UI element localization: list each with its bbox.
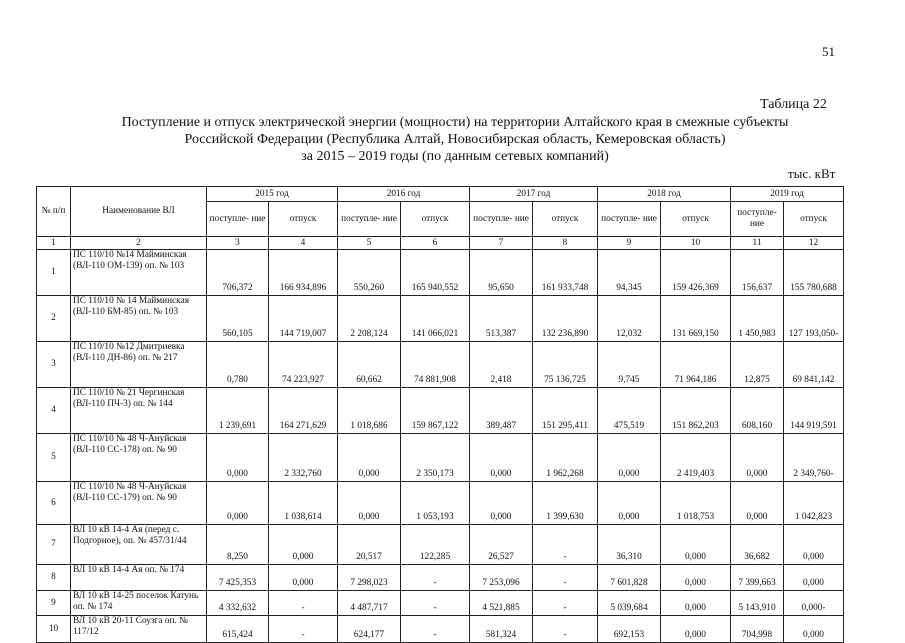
line-name: ПС 110/10 № 48 Ч-Ануйская (ВЛ-110 СС-179) оп. № 90 — [71, 482, 207, 525]
release-value: 71 964,186 — [661, 342, 731, 388]
column-number: 6 — [401, 237, 470, 250]
line-name: ПС 110/10 №14 Майминская (ВЛ-110 ОМ-139) оп. № 103 — [71, 250, 207, 296]
income-value: 0,000 — [598, 482, 661, 525]
column-number: 12 — [784, 237, 844, 250]
row-number: 6 — [37, 482, 71, 525]
income-value: 95,650 — [470, 250, 533, 296]
release-value: 1 962,268 — [533, 434, 598, 482]
income-value: 624,177 — [338, 616, 401, 643]
income-value: 9,745 — [598, 342, 661, 388]
income-value: 7 298,023 — [338, 565, 401, 591]
income-value: 20,517 — [338, 525, 401, 565]
release-value: 74 881,908 — [401, 342, 470, 388]
income-value: 608,160 — [731, 388, 784, 434]
release-value: 1 399,630 — [533, 482, 598, 525]
row-number: 1 — [37, 250, 71, 296]
income-value: 550,260 — [338, 250, 401, 296]
page-number: 51 — [822, 44, 835, 59]
income-value: 7 399,663 — [731, 565, 784, 591]
header-year-2018: 2018 год — [598, 187, 731, 202]
header-year-2015: 2015 год — [207, 187, 338, 202]
column-number: 7 — [470, 237, 533, 250]
income-value: 7 601,828 — [598, 565, 661, 591]
release-value: - — [269, 616, 338, 643]
line-name: ВЛ 10 кВ 14-4 Ая (перед с. Подгорное), оп. № 457/31/44 — [71, 525, 207, 565]
income-value: 389,487 — [470, 388, 533, 434]
income-value: 36,310 — [598, 525, 661, 565]
release-value: 69 841,142 — [784, 342, 844, 388]
income-value: 2,418 — [470, 342, 533, 388]
header-income-2018: поступле- ние — [598, 202, 661, 237]
income-value: 5 039,684 — [598, 591, 661, 616]
release-value: - — [269, 591, 338, 616]
release-value: 155 780,688 — [784, 250, 844, 296]
release-value: 166 934,896 — [269, 250, 338, 296]
column-number: 11 — [731, 237, 784, 250]
energy-table — [36, 186, 844, 643]
header-row-years — [37, 187, 844, 202]
line-name: ВЛ 10 кВ 14-25 поселок Катунь оп. № 174 — [71, 591, 207, 616]
line-name: ВЛ 10 кВ 20-11 Соузга оп. № 117/12 — [71, 616, 207, 643]
income-value: 94,345 — [598, 250, 661, 296]
release-value: 144 919,591 — [784, 388, 844, 434]
income-value: 36,682 — [731, 525, 784, 565]
release-value: 0,000 — [784, 565, 844, 591]
table-label: Таблица 22 — [760, 97, 827, 112]
column-number: 3 — [207, 237, 269, 250]
release-value: 0,000 — [784, 616, 844, 643]
income-value: 692,153 — [598, 616, 661, 643]
release-value: 0,000 — [784, 525, 844, 565]
release-value: 0,000 — [661, 616, 731, 643]
header-income-2015: поступле- ние — [207, 202, 269, 237]
release-value: - — [401, 616, 470, 643]
column-number: 9 — [598, 237, 661, 250]
release-value: - — [533, 616, 598, 643]
column-number: 10 — [661, 237, 731, 250]
income-value: 0,780 — [207, 342, 269, 388]
header-release-2015: отпуск — [269, 202, 338, 237]
release-value: - — [401, 565, 470, 591]
release-value: 0,000 — [269, 525, 338, 565]
column-number: 4 — [269, 237, 338, 250]
release-value: 151 295,411 — [533, 388, 598, 434]
income-value: 4 521,885 — [470, 591, 533, 616]
table-row — [37, 616, 844, 643]
income-value: 0,000 — [470, 434, 533, 482]
income-value: 560,105 — [207, 296, 269, 342]
release-value: 0,000 — [269, 565, 338, 591]
release-value: 165 940,552 — [401, 250, 470, 296]
table-title-line-3: за 2015 – 2019 годы (по данным сетевых компаний) — [301, 149, 609, 164]
table-row — [37, 250, 844, 296]
release-value: 0,000- — [784, 591, 844, 616]
release-value: 2 349,760- — [784, 434, 844, 482]
income-value: 0,000 — [338, 482, 401, 525]
header-release-2016: отпуск — [401, 202, 470, 237]
income-value: 7 253,096 — [470, 565, 533, 591]
income-value: 0,000 — [207, 434, 269, 482]
line-name: ВЛ 10 кВ 14-4 Ая оп. № 174 — [71, 565, 207, 591]
row-number: 7 — [37, 525, 71, 565]
release-value: 132 236,890 — [533, 296, 598, 342]
income-value: 2 208,124 — [338, 296, 401, 342]
income-value: 615,424 — [207, 616, 269, 643]
table-row — [37, 525, 844, 565]
line-name: ПС 110/10 № 21 Чергинская (ВЛ-110 ПЧ-3) оп. № 144 — [71, 388, 207, 434]
release-value: 131 669,150 — [661, 296, 731, 342]
row-number: 10 — [37, 616, 71, 643]
income-value: 581,324 — [470, 616, 533, 643]
table-row — [37, 342, 844, 388]
income-value: 0,000 — [470, 482, 533, 525]
release-value: 141 066,021 — [401, 296, 470, 342]
release-value: 2 419,403 — [661, 434, 731, 482]
table-row — [37, 591, 844, 616]
release-value: 159 867,122 — [401, 388, 470, 434]
income-value: 1 239,691 — [207, 388, 269, 434]
header-name: Наименование ВЛ — [71, 187, 207, 237]
income-value: 12,875 — [731, 342, 784, 388]
income-value: 1 018,686 — [338, 388, 401, 434]
table-title-line-1: Поступление и отпуск электрической энергии (мощности) на территории Алтайского края в смежные субъекты — [121, 115, 789, 130]
income-value: 475,519 — [598, 388, 661, 434]
release-value: 161 933,748 — [533, 250, 598, 296]
header-no: № п/п — [37, 187, 71, 237]
release-value: 0,000 — [661, 591, 731, 616]
income-value: 7 425,353 — [207, 565, 269, 591]
income-value: 0,000 — [598, 434, 661, 482]
release-value: 127 193,050- — [784, 296, 844, 342]
column-number: 5 — [338, 237, 401, 250]
header-release-2018: отпуск — [661, 202, 731, 237]
release-value: 1 018,753 — [661, 482, 731, 525]
header-income-2016: поступле- ние — [338, 202, 401, 237]
header-year-2016: 2016 год — [338, 187, 470, 202]
release-value: - — [533, 565, 598, 591]
column-number: 8 — [533, 237, 598, 250]
column-number: 1 — [37, 237, 71, 250]
release-value: 144 719,007 — [269, 296, 338, 342]
row-number: 3 — [37, 342, 71, 388]
release-value: - — [533, 591, 598, 616]
line-name: ПС 110/10 № 14 Майминская (ВЛ-110 БМ-85) оп. № 103 — [71, 296, 207, 342]
income-value: 156,637 — [731, 250, 784, 296]
income-value: 0,000 — [338, 434, 401, 482]
line-name: ПС 110/10 №12 Дмитриевка (ВЛ-110 ДН-86) оп. № 217 — [71, 342, 207, 388]
income-value: 12,032 — [598, 296, 661, 342]
table-row — [37, 482, 844, 525]
table-title-line-2: Российской Федерации (Республика Алтай, Новосибирская область, Кемеровская область) — [184, 132, 726, 147]
income-value: 60,662 — [338, 342, 401, 388]
header-row-column-numbers — [37, 237, 844, 250]
row-number: 5 — [37, 434, 71, 482]
table-row — [37, 388, 844, 434]
row-number: 2 — [37, 296, 71, 342]
row-number: 9 — [37, 591, 71, 616]
income-value: 0,000 — [207, 482, 269, 525]
release-value: 1 053,193 — [401, 482, 470, 525]
row-number: 4 — [37, 388, 71, 434]
income-value: 704,998 — [731, 616, 784, 643]
income-value: 1 450,983 — [731, 296, 784, 342]
income-value: 513,387 — [470, 296, 533, 342]
income-value: 706,372 — [207, 250, 269, 296]
release-value: 2 350,173 — [401, 434, 470, 482]
release-value: 1 038,614 — [269, 482, 338, 525]
release-value: 164 271,629 — [269, 388, 338, 434]
header-year-2017: 2017 год — [470, 187, 598, 202]
release-value: - — [533, 525, 598, 565]
table-row — [37, 565, 844, 591]
income-value: 0,000 — [731, 434, 784, 482]
header-release-2019: отпуск — [784, 202, 844, 237]
release-value: 0,000 — [661, 565, 731, 591]
release-value: 151 862,203 — [661, 388, 731, 434]
release-value: 0,000 — [661, 525, 731, 565]
header-release-2017: отпуск — [533, 202, 598, 237]
column-number: 2 — [71, 237, 207, 250]
income-value: 0,000 — [731, 482, 784, 525]
table-row — [37, 296, 844, 342]
income-value: 4 487,717 — [338, 591, 401, 616]
release-value: 159 426,369 — [661, 250, 731, 296]
release-value: 74 223,927 — [269, 342, 338, 388]
line-name: ПС 110/10 № 48 Ч-Ануйская (ВЛ-110 СС-178) оп. № 90 — [71, 434, 207, 482]
release-value: 1 042,823 — [784, 482, 844, 525]
income-value: 8,250 — [207, 525, 269, 565]
income-value: 4 332,632 — [207, 591, 269, 616]
header-year-2019: 2019 год — [731, 187, 844, 202]
release-value: 122,285 — [401, 525, 470, 565]
release-value: 2 332,760 — [269, 434, 338, 482]
header-income-2019: поступле- ние — [731, 202, 784, 237]
table-row — [37, 434, 844, 482]
income-value: 5 143,910 — [731, 591, 784, 616]
row-number: 8 — [37, 565, 71, 591]
units-label: тыс. кВт — [788, 166, 836, 181]
table-title — [60, 114, 850, 165]
header-income-2017: поступле- ние — [470, 202, 533, 237]
release-value: 75 136,725 — [533, 342, 598, 388]
release-value: - — [401, 591, 470, 616]
income-value: 26,527 — [470, 525, 533, 565]
